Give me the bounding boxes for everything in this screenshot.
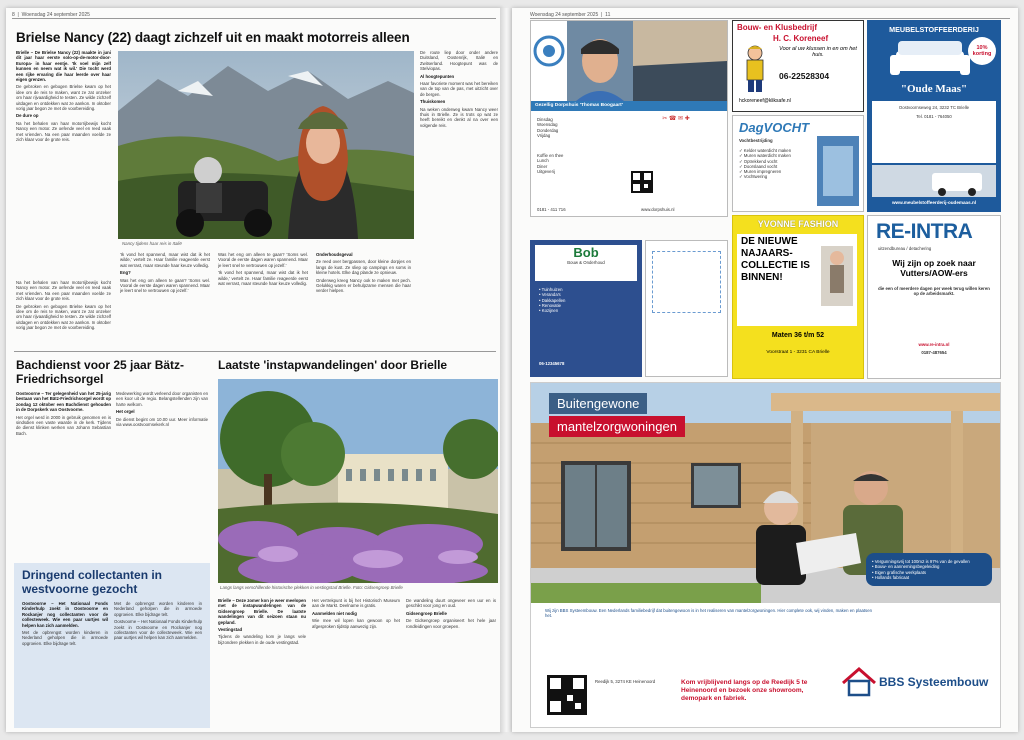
reintra-web: www.re-intra.nl [918, 342, 950, 347]
left-page [6, 8, 502, 732]
collect-col2: Met de opbrengst worden kinderen in Nederland geholpen die in armoede opgroeien. Elke bijdrage telt. Oostvoorne – Het Nationaal Fonds Kinderhulp zoekt in Oostvoorne en Rockanjer nog collectanten voor de collecteweek. Wie een paar uurtjes wil helpen kan zich aanmelden. [114, 601, 202, 641]
bbs-cta: Kom vrijblijvend langs op de Reedijk 5 te Heinenoord en bezoek onze showroom, demopark en fabriek. [681, 679, 808, 702]
koreneef-ad [732, 20, 864, 112]
main-article-col3: Onderhoudsgeval Ze reed over bergpassen, door kleine dorpjes en langs de kust. Ze sliep op campings en soms in kleine hotels. Elke dag plande ze opnieuw. Onderweg kreeg Nancy ook te maken met pech. Gelukkig waren er behulpzame mensen die haar verder hielpen. [316, 252, 411, 294]
main-photo-caption: Nancy tijdens haar reis in Italië [122, 241, 182, 246]
dagvocht-subtitle: Vochtbestrijding [739, 138, 773, 143]
koreneef-name: H. C. Koreneef [773, 34, 829, 43]
dorpshuis-ad [530, 20, 728, 217]
reintra-subtitle: uitzendbureau / detachering [878, 246, 932, 251]
bbs-features-box: • Vergunningsvrij tot 100m2 is 97% van de gevallen • Bouw- en aannemingsbegeleiding • Eigen grafische werkplaats • Hollands fabricaat [866, 553, 992, 586]
walk-col3: De wandeling duurt ongeveer een uur en is geschikt voor jong en oud. Gidsengroep Brielle De Gidsengroep organiseert het hele jaar rondleidingen voor groepen. [406, 598, 496, 629]
small-notice-ad [645, 240, 728, 377]
bob-logo-block: Bob Bouw & Onderhoud [535, 245, 637, 281]
bbs-logo-icon [841, 667, 877, 697]
yvonne-ad [732, 215, 864, 379]
koreneef-tagline: Voor al uw klussen in en om het huis. [779, 46, 857, 58]
bob-phone: 06-12345678 [539, 361, 565, 366]
meubel-discount-badge: 10% korting [968, 37, 996, 65]
walk-photo-caption: Langs langs verschillende historische plekken in vestingstad Brielle. Foto: Gidsengroep Brielle [220, 585, 403, 590]
yvonne-title: YVONNE FASHION [757, 219, 839, 229]
meubel-title: MEUBELSTOFFEERDERIJ [889, 25, 979, 34]
bbs-badge-2: mantelzorgwoningen [549, 416, 685, 437]
reintra-logo: RE-INTRA [876, 220, 973, 243]
koreneef-phone: 06-22528304 [779, 71, 830, 81]
meubel-ad [867, 20, 1001, 212]
bbs-body: Wij zijn BBS Systeembouw. Een Nederlands familiebedrijf dat buitengewoon is in het realiseren van mantelzorgwoningen. Hier complete ook, wij vinden, maken en plaatsen het. [545, 608, 872, 619]
dorpshuis-title: Gezellig Dorpshuis 'Thomas Boogaart' [531, 101, 727, 111]
collect-headline: Dringend collectanten in westvoorne gezocht [22, 568, 163, 596]
walk-col2: Het vertrekpunt is bij het Historisch Museum aan de Markt. Deelname is gratis. Aanmelden niet nodig Wie mee wil lopen kan gewoon op het afgesproken tijdstip aanwezig zijn. [312, 598, 400, 629]
fashion-model-photo [821, 246, 853, 306]
main-article-col1: Brielle – De Brielse Nancy (22) maakte in juni dit jaar haar eerste solo-op-de-motor-door-Europa- in haar eentje. 'Ik voel mijn zelf kunnen en neem wat ik wil.' Die tocht werd een rijke ervaring die haar leerde over haar eigen grenzen. De gebroken en gebogen Brielse kwam op het idee om de reis te maken, want ze zat onzeker om haar rijvaardigheid te testen. Ze wilde zichzelf uitdagen en ontdekken wat ze aankon. In oktober vorig jaar begon ze met de voorbereiding. De dure op Na het behalen van haar motorrijbewijs kocht Nancy een motor. Ze oefende veel en reed vaak met vrienden. Na een paar maanden voelde ze zich klaar voor de grote reis. [16, 50, 111, 143]
dorpshuis-phone: 0181 - 411 716 [537, 207, 566, 212]
bbs-badge-1: Buitengewone [549, 393, 647, 414]
dagvocht-ad [732, 115, 864, 212]
walk-col1: Brielle – Deze zomer kon je weer meelopen met de instapwandelingen van de Gidsengroep Brielle. De laatste wandelingen van dit seizoen staan nu gepland. Vestingstad Tijdens de wandeling kom je langs vele bijzondere plekken in de oude vestingstad. [218, 598, 306, 645]
dorpshuis-days: Dinsdag Woensdag Donderdag Vrijdag [537, 117, 559, 138]
main-article-col1-cont: Na het behalen van haar motorrijbewijs kocht Nancy een motor. Ze oefende veel en reed vaak met vrienden. Na een paar maanden voelde ze zich klaar voor de grote reis. De gebroken en gebogen Brielse kwam op het idee om de reis te maken, want ze zat onzeker om haar rijvaardigheid te testen. Ze wilde zichzelf uitdagen en ontdekken wat ze aankon. In oktober vorig jaar begon ze met de voorbereiding. [16, 280, 111, 331]
bach-col2: Medewerking wordt verleend door organisten en een koor uit de regio. Belangstellenden zijn van harte welkom. Het orgel De dienst begint om 10.00 uur. Meer informatie via www.oostvoornsekerk.nl [116, 391, 208, 428]
dorpshuis-list: Koffie en thee Lunch Diner Uitgeverij [537, 153, 564, 174]
meubel-info-block: Oostvoornseweg 24, 3232 TC Brielle Tel. 0181 - 764050 [872, 101, 996, 163]
right-running-head: Woensdag 24 september 2025 | 11 [530, 12, 1010, 19]
brielle-walk-photo [218, 379, 498, 583]
collect-col1: Oostvoorne – Het Nationaal Fonds Kinderhulp zoekt in Oostvoorne en Rockanjer nog collectanten voor de collecteweek. Wie een paar uurtjes wil helpen kan zich aanmelden. Met de opbrengst worden kinderen in Nederland geholpen die in armoede opgroeien. Elke bijdrage telt. [22, 601, 108, 646]
right-page [512, 8, 1018, 732]
bob-list: • Tuinhuizen • Veranda's • Dakkapellen • Renovatie • Kozijnen [539, 287, 566, 314]
dorpshuis-web: www.dorpshuis.nl [641, 207, 675, 212]
koreneef-email: hckoreneef@kliksafe.nl [739, 98, 791, 104]
collectanten-box [14, 563, 210, 728]
dorpshuis-qr-code [631, 171, 653, 193]
bbs-address: Reedijk 5, 3274 KE Heinenoord [595, 679, 656, 684]
bbs-qr-code [547, 675, 587, 715]
walk-headline: Laatste 'instapwandelingen' door Brielle [218, 358, 448, 372]
main-headline: Brielse Nancy (22) daagt zichzelf uit en maakt motorreis alleen [16, 30, 410, 45]
koreneef-title: Bouw- en Klusbedrijf [737, 23, 817, 32]
main-article-col4: De route liep door onder andere Duitsland, Oostenrijk, Italië en Zwitserland. Hoogtepunt was de Stelviopas. Al hoogtepunten Haar favoriete moment was het bereiken van de top van de pas, met uitzicht over de bergen. Thuiskomen Na weken onderweg kwam Nancy weer thuis in Brielle. Ze is trots op wat ze heeft bereikt en denkt al na over een volgende reis. [420, 50, 498, 128]
dagvocht-title: DagVOCHT [739, 120, 810, 135]
reintra-ad [867, 215, 1001, 379]
sofa-icon [890, 37, 970, 81]
bach-col1: Oostvoorne – Ter gelegenheid van het 25-jarig bestaan van het Bätz-Friedrichsorgel wordt op zondag 12 oktober een Bachdienst gehouden in de Dorpskerk van Oostvoorne. Het orgel werd in 2000 in gebruik genomen en is sindsdien een vaste waarde in de kerk. Tijdens de dienst klinken werken van Johann Sebastian Bach. [16, 391, 111, 436]
dorpshuis-icons: ✂ ☎ ✉ ✚ [662, 116, 690, 122]
left-running-head: 8 | Woensdag 24 september 2025 [12, 12, 496, 19]
yvonne-sizes: Maten 36 t/m 52 [771, 332, 825, 339]
nancy-motorbike-photo [118, 51, 414, 239]
handyman-icon [737, 43, 773, 93]
section-divider [14, 351, 496, 352]
meubel-web: www.meubelstoffeerderij-oudemaas.nl [891, 200, 977, 205]
bbs-ad [530, 382, 1001, 728]
dorpshuis-header-images [531, 21, 727, 101]
dagvocht-list: ✓ Kelder waterdicht maken ✓ Muren waterdicht maken ✓ Optrekkend vocht ✓ Doorslaand vocht ✓ Muren impregneren ✓ Vochtwering [739, 148, 792, 180]
reintra-body: die een of meerdere dagen per week terug willen keren op de arbeidsmarkt. [878, 286, 990, 297]
bach-headline: Bachdienst voor 25 jaar Bätz-Friedrichsorgel [16, 358, 185, 386]
main-article-col2: 'Ik vond het spannend, maar wist dat ik het wilde,' vertelt ze. Haar familie reageerde eerst wat verrast, maar steunde haar keuze volledig. Eng? Was het eng om alleen te gaan? 'Soms wel. Vooral de eerste dagen waren spannend. Maar je leert snel te vertrouwen op jezelf.' [120, 252, 210, 294]
bob-ad [530, 240, 642, 377]
bbs-logo-text: BBS Systeembouw [879, 675, 989, 689]
yvonne-headline-box: DE NIEUWE NAJAARS-COLLECTIE IS BINNEN! [737, 234, 857, 326]
reintra-phone: 0187-487654 [921, 350, 947, 355]
meubel-name: "Oude Maas" [900, 83, 968, 95]
main-article-col2b: Was het eng om alleen te gaan? 'Soms wel. Vooral de eerste dagen waren spannend. Maar je leert snel te vertrouwen op jezelf.' 'Ik vond het spannend, maar wist dat ik het wilde,' vertelt ze. Haar familie reageerde eerst wat verrast, maar steunde haar keuze volledig. [218, 252, 308, 287]
dagvocht-wall-photo [817, 136, 859, 206]
reintra-headline: Wij zijn op zoek naar Vutters/AOW-ers [892, 258, 976, 278]
meubel-van-photo [872, 165, 996, 197]
yvonne-address: Voorstraat 1 - 3231 CA Brielle [766, 350, 830, 355]
